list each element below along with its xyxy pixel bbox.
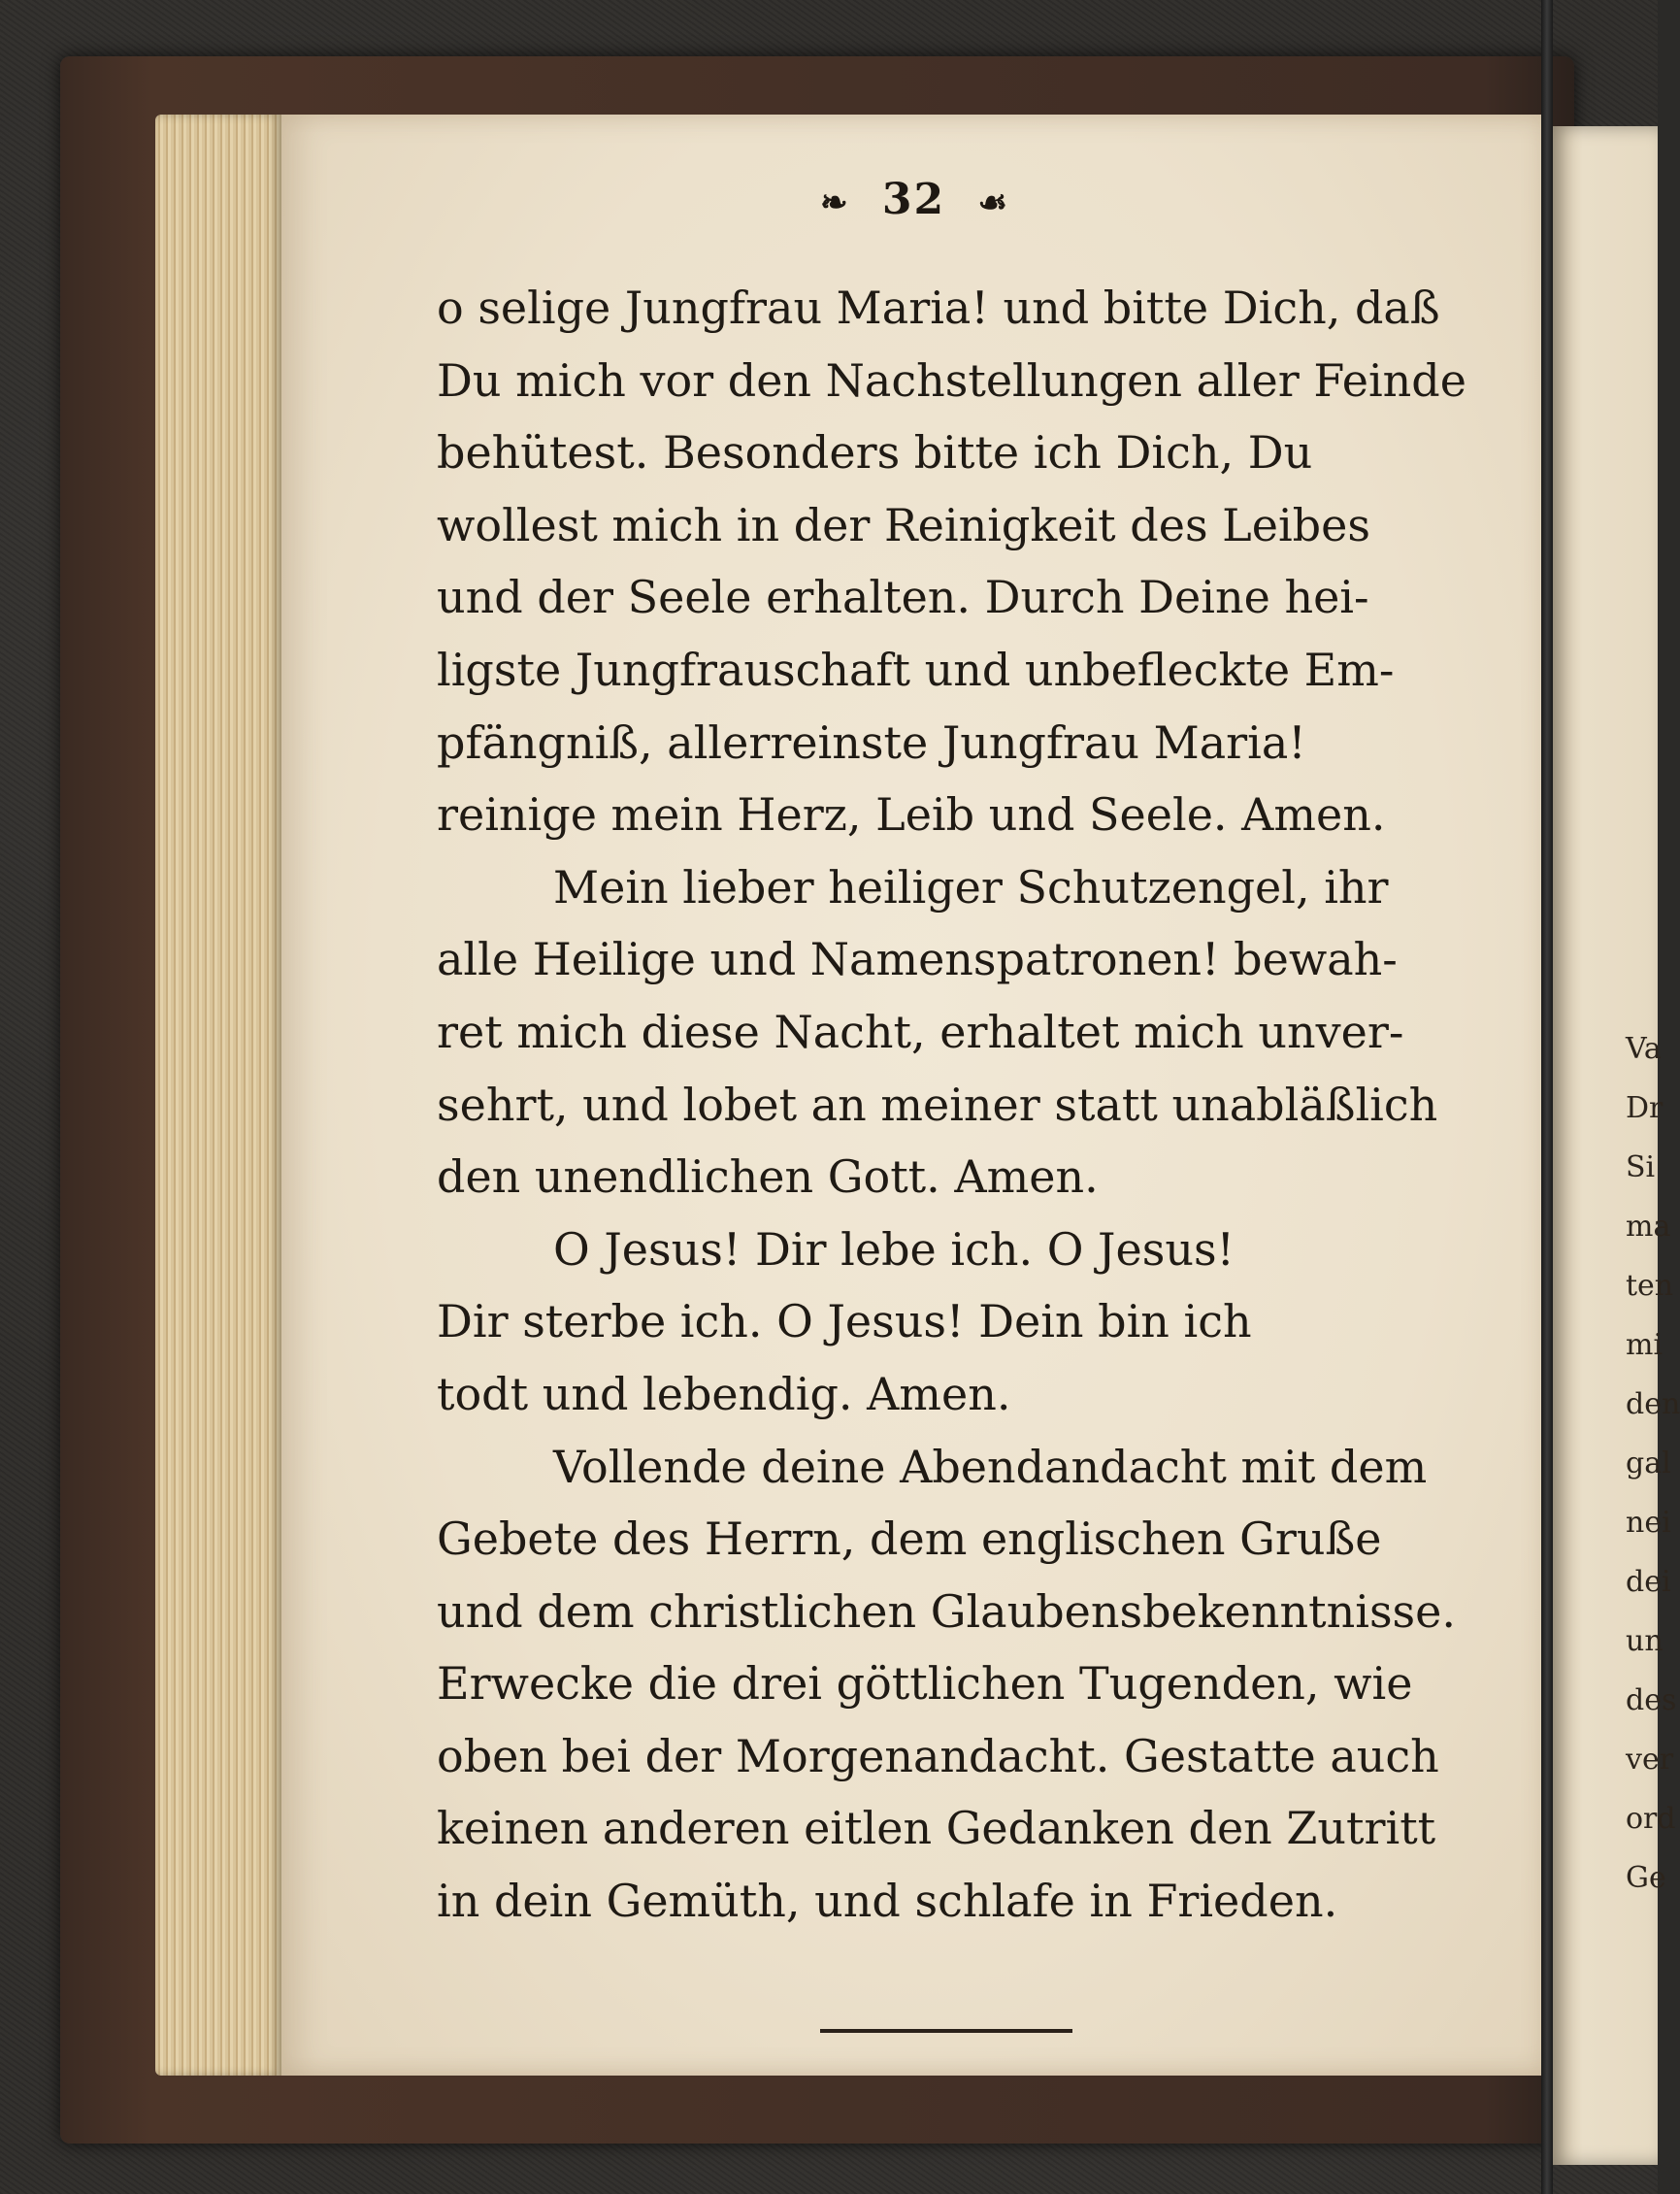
facing-page-fragment: gal xyxy=(1626,1446,1671,1480)
facing-page-fragment: ma xyxy=(1626,1210,1671,1244)
text-line: den unendlichen Gott. Amen. xyxy=(437,1150,1099,1204)
text-line: Dir sterbe ich. O Jesus! Dein bin ich xyxy=(437,1295,1252,1348)
page-divider-strip xyxy=(1541,0,1553,2194)
text-line: todt und lebendig. Amen. xyxy=(437,1367,1011,1420)
right-ornament-icon: ☙ xyxy=(977,183,1009,222)
page-edges xyxy=(155,115,281,2076)
text-line: und der Seele erhalten. Durch Deine hei- xyxy=(437,571,1369,624)
left-ornament-icon: ❧ xyxy=(820,183,850,222)
facing-page-fragment: nei xyxy=(1626,1506,1671,1540)
facing-page-fragment: den xyxy=(1626,1387,1680,1421)
facing-page-fragment: des xyxy=(1626,1683,1677,1717)
text-line: ligste Jungfrauschaft und unbefleckte Em- xyxy=(437,643,1395,696)
text-line: sehrt, und lobet an meiner statt unabläßlich xyxy=(437,1078,1438,1131)
text-line: Erwecke die drei göttlichen Tugenden, wie xyxy=(437,1657,1413,1711)
text-line: und dem christlichen Glaubensbekenntnisse. xyxy=(437,1584,1457,1638)
text-line: in dein Gemüth, und schlafe in Frieden. xyxy=(437,1875,1338,1928)
facing-page-fragment: ver xyxy=(1626,1743,1674,1777)
facing-page-fragment: dei xyxy=(1626,1565,1671,1599)
closing-rule xyxy=(820,2029,1072,2033)
facing-page-fragment: Si xyxy=(1626,1150,1656,1184)
page-body xyxy=(437,272,1490,1938)
facing-page-fragment: mi xyxy=(1626,1328,1664,1362)
facing-page-fragment: un xyxy=(1626,1624,1664,1658)
text-line: behütest. Besonders bitte ich Dich, Du xyxy=(437,426,1313,480)
facing-page-fragment: Va xyxy=(1626,1032,1662,1066)
facing-page-text xyxy=(1626,1019,1680,1908)
text-line: Gebete des Herrn, dem englischen Gruße xyxy=(437,1513,1382,1566)
text-line: Vollende deine Abendandacht mit dem xyxy=(553,1440,1428,1493)
facing-page-fragment: ord xyxy=(1626,1802,1676,1836)
text-line: ret mich diese Nacht, erhaltet mich unver- xyxy=(437,1005,1404,1058)
text-line: o selige Jungfrau Maria! und bitte Dich, daß xyxy=(437,282,1440,334)
text-line: alle Heilige und Namenspatronen! bewah- xyxy=(437,933,1398,986)
text-line: keinen anderen eitlen Gedanken den Zutritt xyxy=(437,1802,1436,1855)
facing-page-fragment: Dr xyxy=(1626,1091,1664,1125)
facing-page-fragment: Ge xyxy=(1626,1861,1666,1895)
text-line: Mein lieber heiliger Schutzengel, ihr xyxy=(553,860,1389,914)
page-header xyxy=(281,175,1548,224)
facing-page-fragment: ten xyxy=(1626,1269,1674,1303)
text-line: Du mich vor den Nachstellungen aller Feinde xyxy=(437,353,1466,407)
page-number: 32 xyxy=(881,175,946,224)
text-line: O Jesus! Dir lebe ich. O Jesus! xyxy=(553,1222,1235,1276)
text-line: reinige mein Herz, Leib und Seele. Amen. xyxy=(437,788,1386,842)
text-line: oben bei der Morgenandacht. Gestatte auch xyxy=(437,1729,1439,1782)
text-line: wollest mich in der Reinigkeit des Leibes xyxy=(437,498,1370,551)
text-line: pfängniß, allerreinste Jungfrau Maria! xyxy=(437,715,1306,769)
